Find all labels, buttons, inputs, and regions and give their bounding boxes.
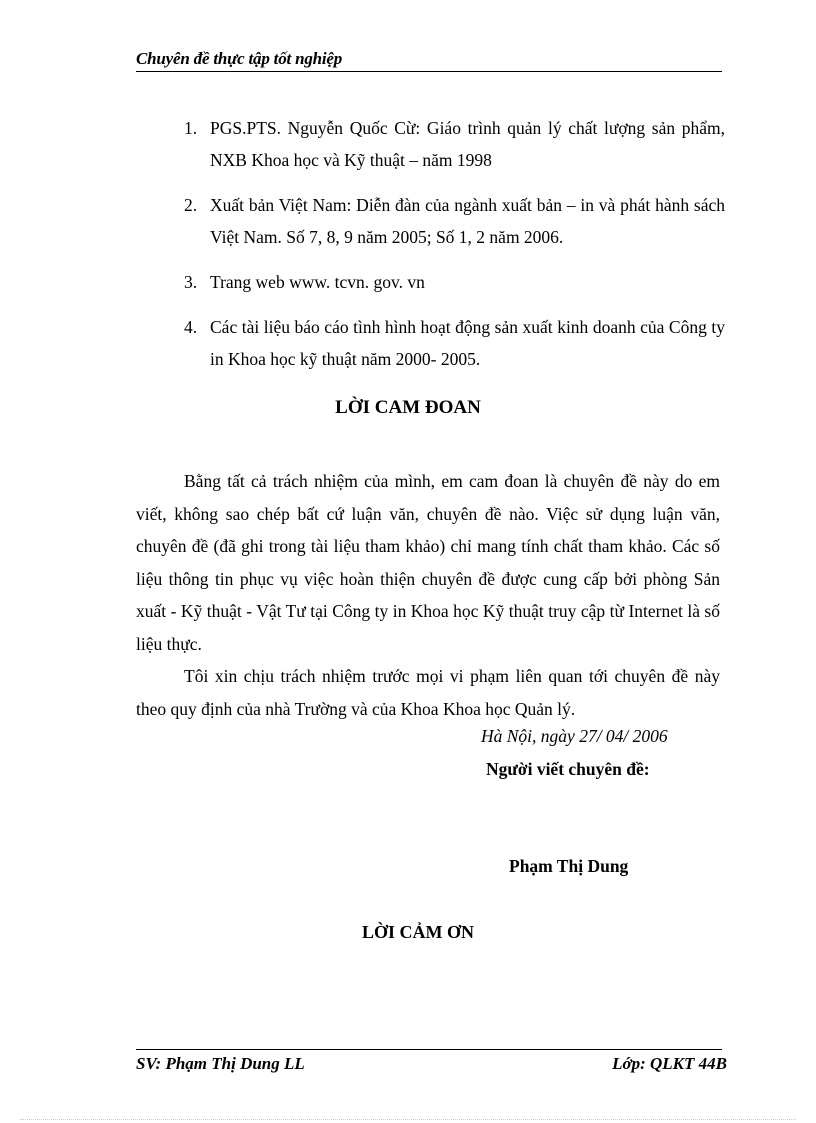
reference-text: PGS.PTS. Nguyễn Quốc Cừ: Giáo trình quản lý chất lượng sản phẩm, NXB Khoa học và Kỹ thuật – năm 1998 xyxy=(210,118,725,170)
page-edge-divider xyxy=(20,1119,796,1120)
footer-class: Lớp: QLKT 44B xyxy=(612,1054,727,1073)
reference-list xyxy=(180,112,725,388)
thanks-title: LỜI CẢM ƠN xyxy=(362,922,474,942)
footer-divider xyxy=(136,1049,722,1050)
signature-label: Người viết chuyên đề: xyxy=(486,759,650,779)
page-header-title: Chuyên đề thực tập tốt nghiệp xyxy=(136,49,343,68)
commitment-paragraph: Tôi xin chịu trách nhiệm trước mọi vi phạm liên quan tới chuyên đề này theo quy định của nhà Trường và của Khoa Khoa học Quản lý. xyxy=(136,666,720,719)
signature-name: Phạm Thị Dung xyxy=(509,856,629,876)
reference-number: 2. xyxy=(184,195,198,215)
signature-date: Hà Nội, ngày 27/ 04/ 2006 xyxy=(481,726,668,746)
reference-item xyxy=(180,266,725,298)
reference-text: Các tài liệu báo cáo tình hình hoạt động sản xuất kinh doanh của Công ty in Khoa học kỹ thuật năm 2000- 2005. xyxy=(210,317,725,369)
reference-item xyxy=(180,112,725,176)
reference-text: Xuất bản Việt Nam: Diễn đàn của ngành xuất bản – in và phát hành sách Việt Nam. Số 7, 8, 9 năm 2005; Số 1, 2 năm 2006. xyxy=(210,195,725,247)
reference-item xyxy=(180,311,725,375)
reference-text: Trang web www. tcvn. gov. vn xyxy=(210,272,425,292)
reference-number: 3. xyxy=(184,272,198,292)
reference-number: 4. xyxy=(184,317,198,337)
header-divider xyxy=(136,71,722,72)
footer-student: SV: Phạm Thị Dung LL xyxy=(136,1054,305,1073)
commitment-body xyxy=(136,465,720,725)
reference-number: 1. xyxy=(184,118,198,138)
reference-item xyxy=(180,189,725,253)
commitment-title: LỜI CAM ĐOAN xyxy=(335,397,481,418)
commitment-paragraph: Bằng tất cả trách nhiệm của mình, em cam đoan là chuyên đề này do em viết, không sao chép bất cứ luận văn, chuyên đề nào. Việc sử dụng luận văn, chuyên đề (đã ghi trong tài liệu tham khảo) chỉ mang tính chất tham khảo. Các số liệu thông tin phục vụ việc hoàn thiện chuyên đề được cung cấp bởi phòng Sản xuất - Kỹ thuật - Vật Tư tại Công ty in Khoa học Kỹ thuật truy cập từ Internet là số liệu thực. xyxy=(136,471,720,654)
